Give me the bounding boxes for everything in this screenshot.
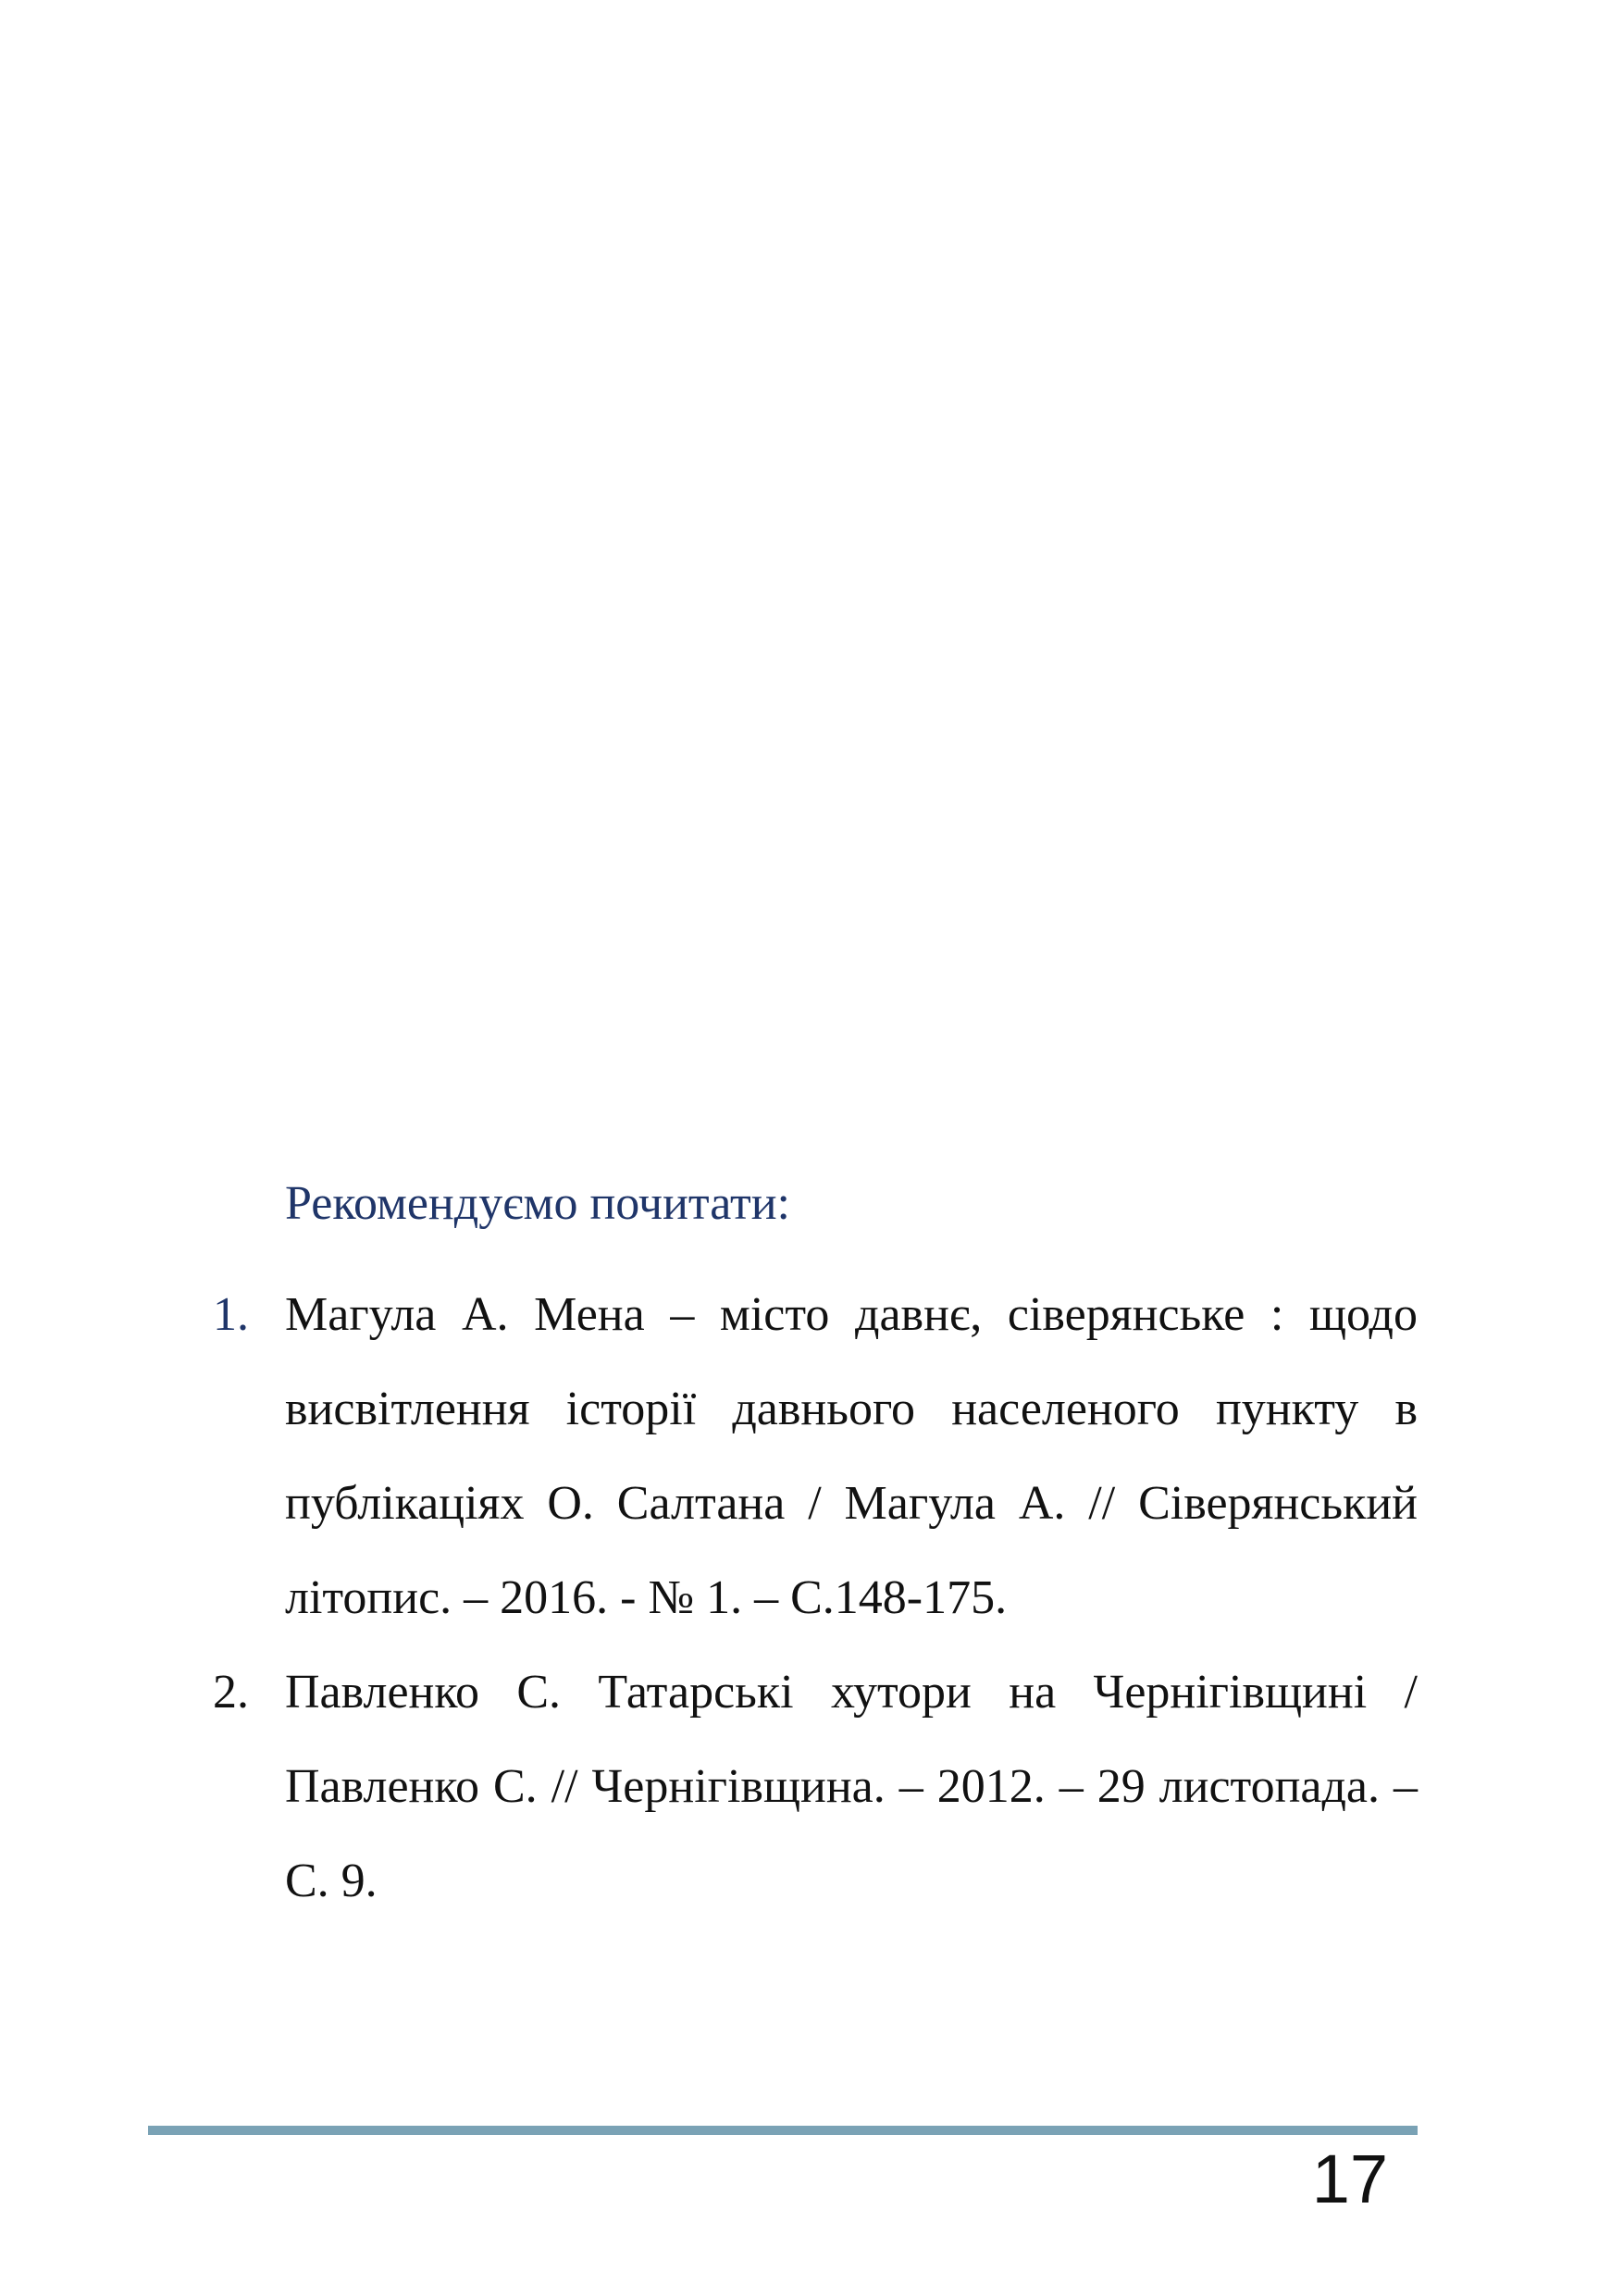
entry-number: 2. bbox=[213, 1666, 249, 1719]
entry-number: 1. bbox=[213, 1288, 249, 1341]
page-number: 17 bbox=[1311, 2141, 1388, 2217]
bibliography-entry bbox=[213, 1645, 1418, 1929]
bibliography-list bbox=[213, 1268, 1418, 1929]
bibliography-entry bbox=[213, 1268, 1418, 1645]
entry-text: Магула А. Мена – місто давнє, сіверянське : щодо висвітлення історії давнього населеного пункту в публікаціях О. Салтана / Магула А. // Сіверянський літопис. – 2016. - № 1. – С.148-175. bbox=[285, 1288, 1418, 1624]
entry-text: Павленко С. Татарські хутори на Чернігівщині / Павленко С. // Чернігівщина. – 2012. – 29 листопада. – С. 9. bbox=[285, 1666, 1418, 1907]
recommended-reading-heading: Рекомендуємо почитати: bbox=[285, 1177, 790, 1230]
footer-divider bbox=[148, 2126, 1418, 2135]
